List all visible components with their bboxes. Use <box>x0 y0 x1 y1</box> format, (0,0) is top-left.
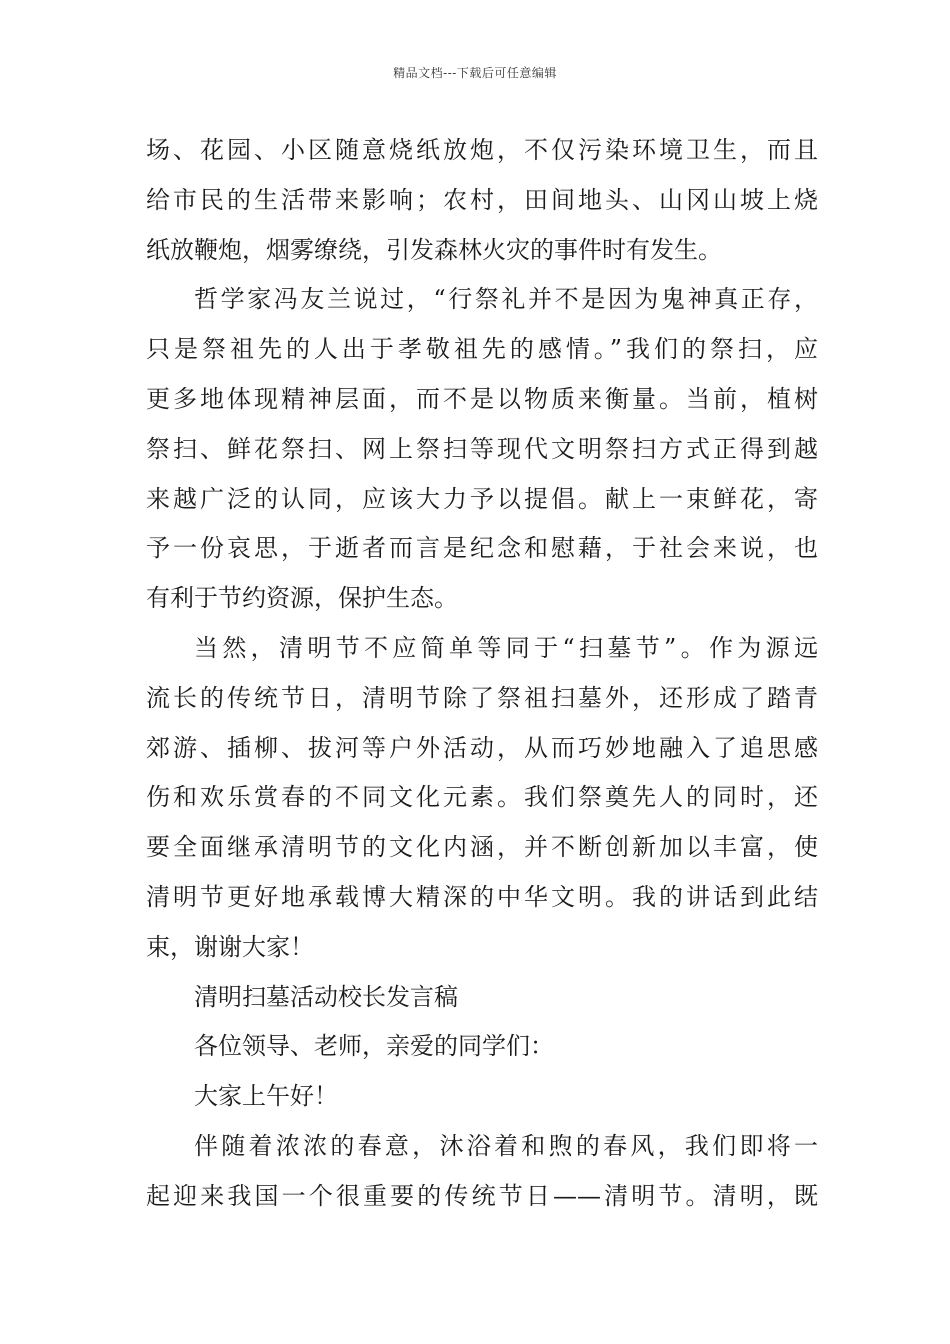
text-line: 大家上午好！ <box>194 1082 338 1111</box>
text-line: 郊游、插柳、拔河等户外活动，从而巧妙地融入了追思感 <box>146 733 818 762</box>
text-line: 有利于节约资源，保护生态。 <box>146 584 458 613</box>
document-body <box>146 126 818 1222</box>
text-line: 祭扫、鲜花祭扫、网上祭扫等现代文明祭扫方式正得到越 <box>146 434 818 463</box>
text-line: 起迎来我国一个很重要的传统节日——清明节。清明，既 <box>146 1181 818 1210</box>
page-header: 精品文档---下载后可任意编辑 <box>393 66 557 80</box>
text-line: 场、花园、小区随意烧纸放炮，不仅污染环境卫生，而且 <box>146 136 818 164</box>
text-line: 伴随着浓浓的春意，沐浴着和煦的春风，我们即将一 <box>194 1131 818 1160</box>
text-line: 伤和欢乐赏春的不同文化元素。我们祭奠先人的同时，还 <box>146 783 818 812</box>
text-line: 清明节更好地承载博大精深的中华文明。我的讲话到此结 <box>146 882 818 911</box>
text-line: 要全面继承清明节的文化内涵，并不断创新加以丰富，使 <box>146 833 818 862</box>
text-line: 纸放鞭炮，烟雾缭绕，引发森林火灾的事件时有发生。 <box>146 235 722 264</box>
text-line: 当然，清明节不应简单等同于“扫墓节”。作为源远 <box>194 633 818 662</box>
text-line: 予一份哀思，于逝者而言是纪念和慰藉，于社会来说，也 <box>146 534 818 563</box>
text-line: 哲学家冯友兰说过，“行祭礼并不是因为鬼神真正存， <box>194 285 818 314</box>
text-line: 清明扫墓活动校长发言稿 <box>194 982 458 1011</box>
text-line: 束，谢谢大家！ <box>146 932 314 961</box>
text-line: 流长的传统节日，清明节除了祭祖扫墓外，还形成了踏青 <box>146 683 818 712</box>
text-line: 来越广泛的认同，应该大力予以提倡。献上一束鲜花，寄 <box>146 484 818 513</box>
text-line: 只是祭祖先的人出于孝敬祖先的感情。”我们的祭扫，应 <box>146 335 818 364</box>
text-line: 各位领导、老师，亲爱的同学们： <box>194 1032 554 1061</box>
text-line: 给市民的生活带来影响；农村，田间地头、山冈山坡上烧 <box>146 185 818 214</box>
text-line: 更多地体现精神层面，而不是以物质来衡量。当前，植树 <box>146 384 818 413</box>
